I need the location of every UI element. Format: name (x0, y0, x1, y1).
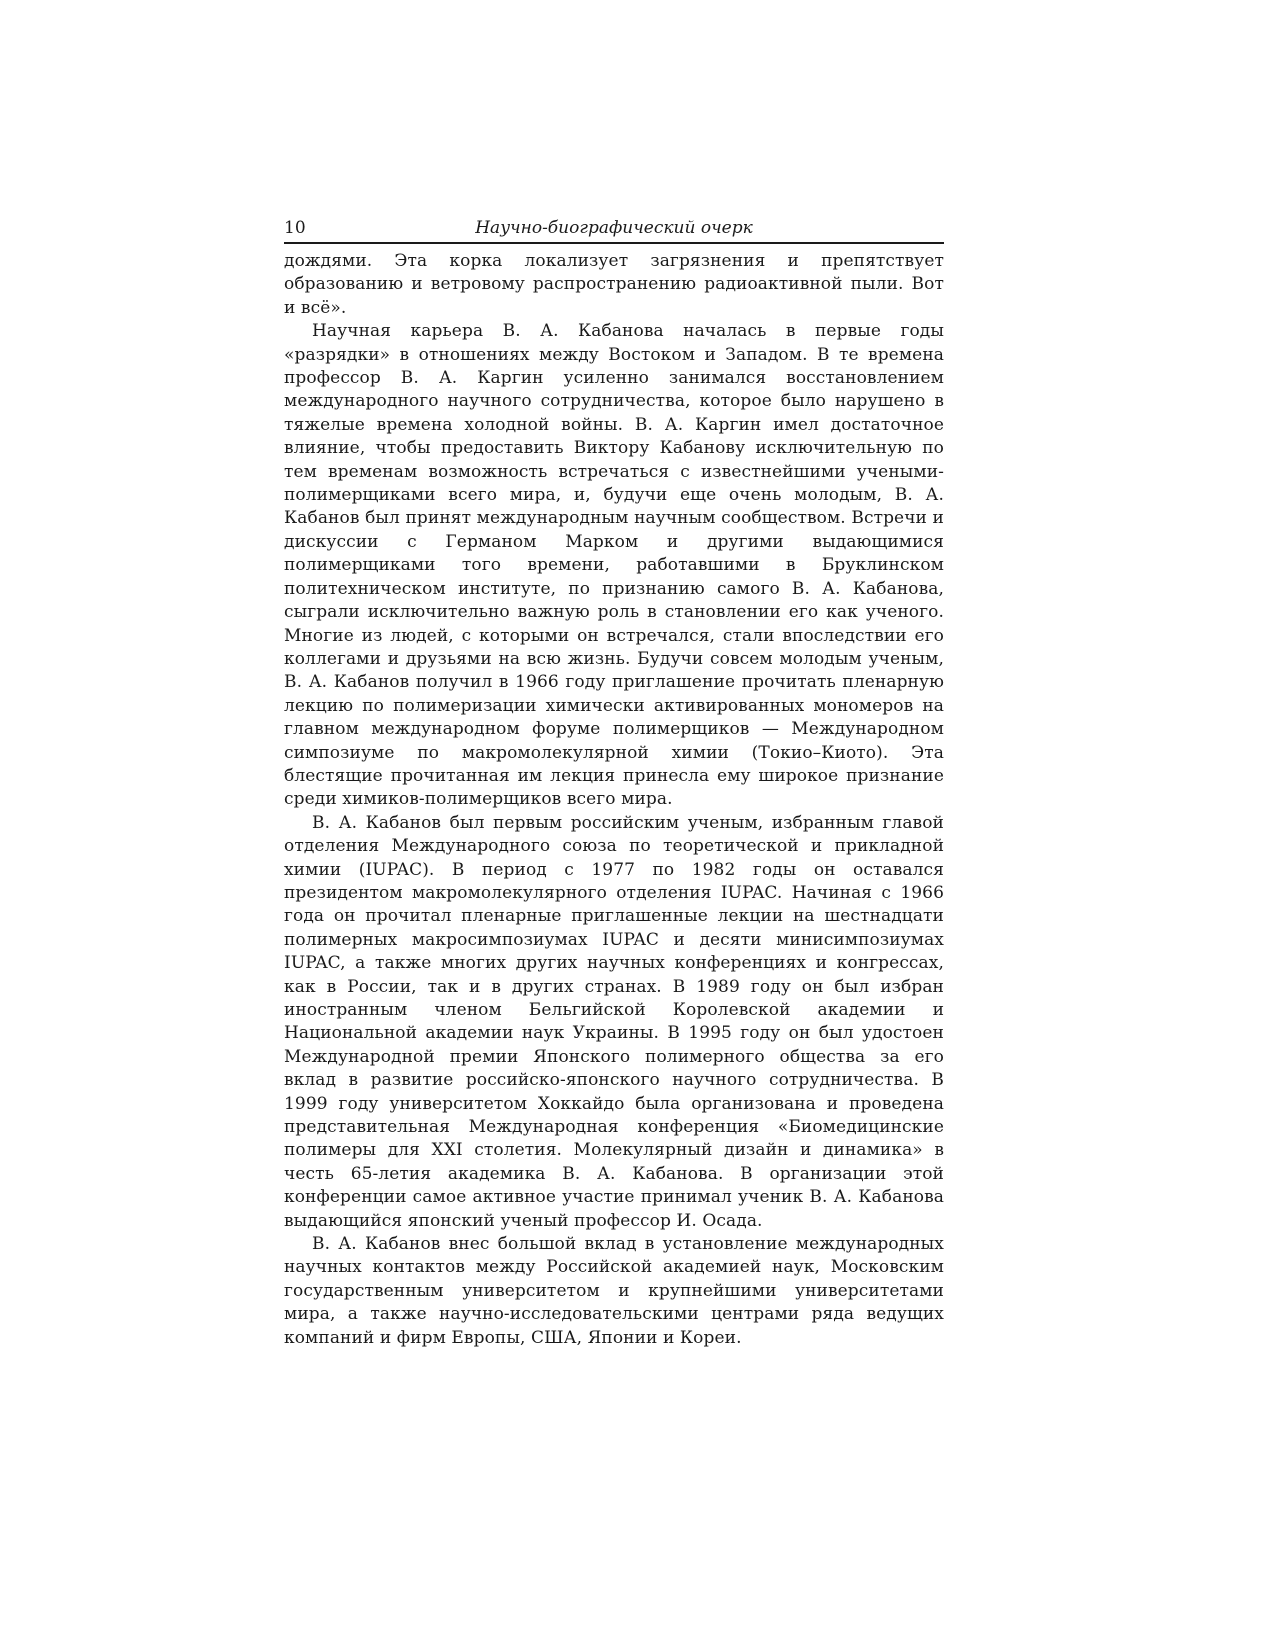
body-text (284, 250, 944, 1350)
running-title: Научно-биографический очерк (475, 218, 753, 238)
page-number: 10 (284, 218, 306, 238)
paragraph-continued: дождями. Эта корка локализует загрязнения и препятствует образованию и ветровому распространению радиоактивной пыли. Вот и всё». (284, 251, 944, 318)
paragraph-contacts: В. А. Кабанов внес большой вклад в установление международных научных контактов между Российской академией наук, Московским государственным университетом и крупнейшими университетами мира, а также научно-исследовательскими центрами ряда ведущих компаний и фирм Европы, США, Японии и Кореи. (284, 1234, 944, 1348)
paragraph-career: Научная карьера В. А. Кабанова началась в первые годы «разрядки» в отношениях между Востоком и Западом. В те времена профессор В. А. Каргин усиленно занимался восстановлением международного научного сотрудничества, которое было нарушено в тяжелые времена холодной войны. В. А. Каргин имел достаточное влияние, чтобы предоставить Виктору Кабанову исключительную по тем временам возможность встречаться с известнейшими учеными-полимерщиками всего мира, и, будучи еще очень молодым, В. А. Кабанов был принят международным научным сообществом. Встречи и дискуссии с Германом Марком и другими выдающимися полимерщиками того времени, работавшими в Бруклинском политехническом институте, по признанию самого В. А. Кабанова, сыграли исключительно важную роль в становлении его как ученого. Многие из людей, с которыми он встречался, стали впоследствии его коллегами и друзьями на всю жизнь. Будучи совсем молодым ученым, В. А. Кабанов получил в 1966 году приглашение прочитать пленарную лекцию по полимеризации химически активированных мономеров на главном международном форуме полимерщиков — Международном симпозиуме по макромолекулярной химии (Токио–Киото). Эта блестящие прочитанная им лекция принесла ему широкое признание среди химиков-полимерщиков всего мира. (284, 321, 944, 810)
running-head (284, 212, 944, 244)
book-page (284, 212, 944, 1350)
paragraph-iupac: В. А. Кабанов был первым российским ученым, избранным главой отделения Международного союза по теоретической и прикладной химии (IUPAC). В период с 1977 по 1982 годы он оставался президентом макромолекулярного отделения IUPAC. Начиная с 1966 года он прочитал пленарные приглашенные лекции на шестнадцати полимерных макросимпозиумах IUPAC и десяти минисимпозиумах IUPAC, а также многих других научных конференциях и конгрессах, как в России, так и в других странах. В 1989 году он был избран иностранным членом Бельгийской Королевской академии и Национальной академии наук Украины. В 1995 году он был удостоен Международной премии Японского полимерного общества за его вклад в развитие российско-японского научного сотрудничества. В 1999 году университетом Хоккайдо была организована и проведена представительная Международная конференция «Биомедицинские полимеры для XXI столетия. Молекулярный дизайн и динамика» в честь 65-летия академика В. А. Кабанова. В организации этой конференции самое активное участие принимал ученик В. А. Кабанова выдающийся японский ученый профессор И. Осада. (284, 812, 944, 1231)
